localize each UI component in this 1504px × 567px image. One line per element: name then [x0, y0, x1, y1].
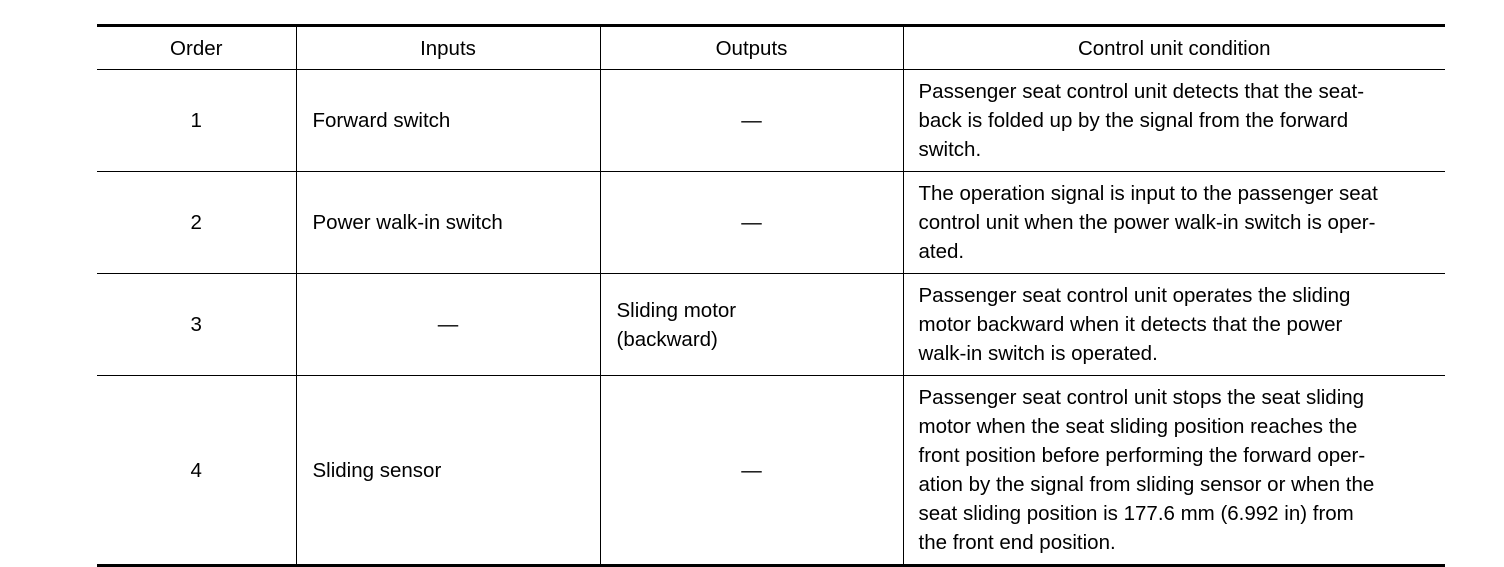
condition-line: seat sliding position is 177.6 mm (6.992 in) from [918, 501, 1354, 525]
table-header [97, 26, 1445, 70]
condition-cell [903, 376, 1445, 566]
inputs-cell: Forward switch [296, 70, 600, 172]
condition-line: control unit when the power walk-in switch is oper- [918, 210, 1376, 234]
condition-line: ated. [918, 239, 965, 263]
outputs-cell: — [600, 70, 903, 172]
condition-line: front position before performing the forward oper- [918, 443, 1366, 467]
condition-cell [903, 172, 1445, 274]
condition-line: The operation signal is input to the passenger seat [918, 181, 1378, 205]
condition-cell [903, 274, 1445, 376]
condition-line: the front end position. [918, 530, 1116, 554]
header-inputs: Inputs [296, 26, 600, 70]
condition-line: Passenger seat control unit detects that the seat- [918, 79, 1365, 103]
table-row [97, 274, 1445, 376]
condition-line: walk-in switch is operated. [918, 341, 1158, 365]
operation-table [97, 24, 1445, 567]
table-body [97, 70, 1445, 566]
condition-line: back is folded up by the signal from the forward [918, 108, 1349, 132]
header-order: Order [170, 36, 223, 60]
outputs-line: Sliding motor [616, 298, 737, 322]
header-control-unit-condition: Control unit condition [903, 26, 1445, 70]
condition-line: motor backward when it detects that the power [918, 312, 1343, 336]
header-outputs: Outputs [600, 26, 903, 70]
order-cell: 2 [190, 211, 202, 234]
outputs-cell [600, 274, 903, 376]
condition-line: Passenger seat control unit operates the sliding [918, 283, 1351, 307]
table-row [97, 376, 1445, 566]
order-cell: 4 [190, 458, 202, 482]
outputs-cell: — [600, 376, 903, 566]
outputs-line: (backward) [616, 327, 718, 351]
inputs-cell: — [296, 274, 600, 376]
operation-table-container [97, 24, 1445, 567]
condition-line: switch. [918, 137, 982, 161]
table-row [97, 70, 1445, 172]
inputs-cell: Power walk-in switch [296, 172, 600, 274]
table-row [97, 172, 1445, 274]
condition-line: motor when the seat sliding position reaches the [918, 414, 1358, 438]
header-row [97, 26, 1445, 70]
order-cell: 3 [190, 313, 202, 336]
order-cell: 1 [190, 109, 202, 132]
inputs-cell: Sliding sensor [296, 376, 600, 566]
condition-line: Passenger seat control unit stops the seat sliding [918, 385, 1365, 409]
condition-cell [903, 70, 1445, 172]
outputs-cell: — [600, 172, 903, 274]
condition-line: ation by the signal from sliding sensor or when the [918, 472, 1375, 496]
